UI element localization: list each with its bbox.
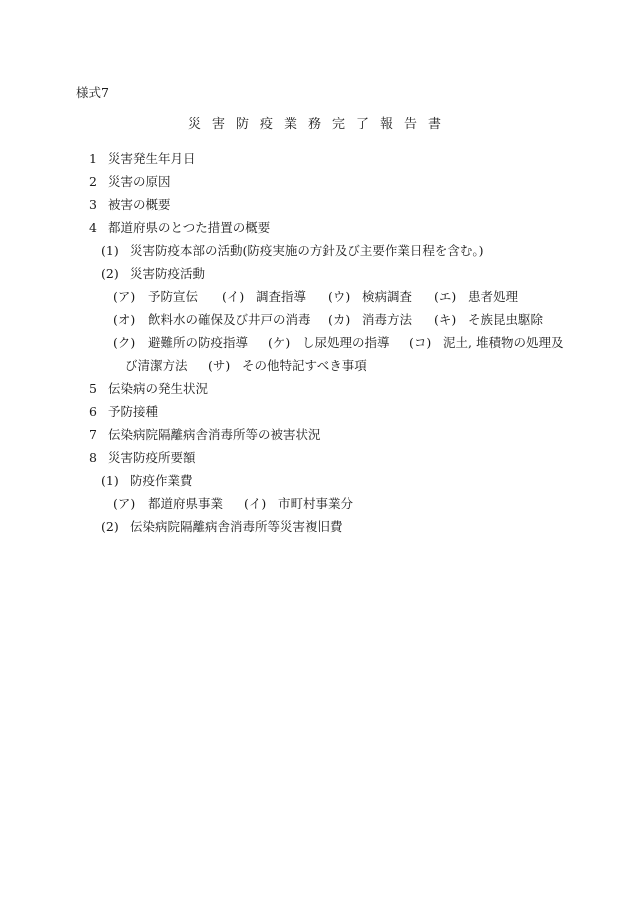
item-6-text: 予防接種 [108, 404, 159, 419]
sub-item-a-text: 予防宣伝 [148, 289, 199, 304]
sub-item-o-text: 飲料水の確保及び井戸の消毒 [148, 312, 311, 327]
sub-item-ku-label: (ク) [113, 335, 136, 350]
item-1-text: 災害発生年月日 [108, 151, 196, 166]
item-4-2-text: 災害防疫活動 [130, 266, 206, 281]
item-8-number: 8 [89, 450, 97, 465]
sub-item-sa-label: (サ) [208, 358, 231, 373]
sub-item-e-text: 患者処理 [468, 289, 519, 304]
item-8-text: 災害防疫所要額 [108, 450, 196, 465]
sub-item-8-i-text: 市町村事業分 [278, 496, 354, 511]
sub-item-ko-label: (コ) [409, 335, 432, 350]
sub-item-8-i-label: (イ) [244, 496, 267, 511]
item-6-number: 6 [89, 404, 97, 419]
item-7-text: 伝染病院隔離病舎消毒所等の被害状況 [108, 427, 321, 442]
item-3-number: 3 [89, 197, 97, 212]
sub-item-a-label: (ア) [113, 289, 136, 304]
item-2-text: 災害の原因 [108, 174, 171, 189]
sub-item-ke-text: し尿処理の指導 [302, 335, 390, 350]
item-4-1-number: (1) [101, 243, 119, 258]
sub-item-ko-text: 泥土, 堆積物の処理及 [443, 335, 564, 350]
sub-item-8-a-text: 都道府県事業 [148, 496, 224, 511]
sub-item-ko-continuation: び清潔方法 [125, 358, 188, 373]
sub-item-o-label: (オ) [113, 312, 136, 327]
sub-item-ka-label: (カ) [328, 312, 351, 327]
sub-item-ki-label: (キ) [434, 312, 457, 327]
sub-item-i-text: 調査指導 [256, 289, 307, 304]
item-4-2-number: (2) [101, 266, 119, 281]
sub-item-ku-text: 避難所の防疫指導 [148, 335, 249, 350]
item-5-text: 伝染病の発生状況 [108, 381, 209, 396]
sub-item-e-label: (エ) [434, 289, 457, 304]
sub-item-sa-text: その他特記すべき事項 [242, 358, 367, 373]
item-8-2-number: (2) [101, 519, 119, 534]
sub-item-ki-text: そ族昆虫駆除 [468, 312, 544, 327]
item-4-number: 4 [89, 220, 97, 235]
sub-item-u-text: 検病調査 [362, 289, 413, 304]
item-4-1-text: 災害防疫本部の活動(防疫実施の方針及び主要作業日程を含む。) [130, 243, 484, 258]
item-2-number: 2 [89, 174, 97, 189]
item-3-text: 被害の概要 [108, 197, 171, 212]
document-title: 災害防疫業務完了報告書 [188, 117, 453, 132]
item-1-number: 1 [89, 151, 97, 166]
item-4-text: 都道府県のとつた措置の概要 [108, 220, 271, 235]
item-8-1-number: (1) [101, 473, 119, 488]
sub-item-8-a-label: (ア) [113, 496, 136, 511]
sub-item-ka-text: 消毒方法 [362, 312, 413, 327]
item-8-1-text: 防疫作業費 [130, 473, 193, 488]
item-5-number: 5 [89, 381, 97, 396]
sub-item-u-label: (ウ) [328, 289, 351, 304]
form-label: 様式7 [76, 85, 109, 100]
sub-item-i-label: (イ) [222, 289, 245, 304]
item-8-2-text: 伝染病院隔離病舎消毒所等災害複旧費 [130, 519, 343, 534]
item-7-number: 7 [89, 427, 97, 442]
sub-item-ke-label: (ケ) [268, 335, 291, 350]
